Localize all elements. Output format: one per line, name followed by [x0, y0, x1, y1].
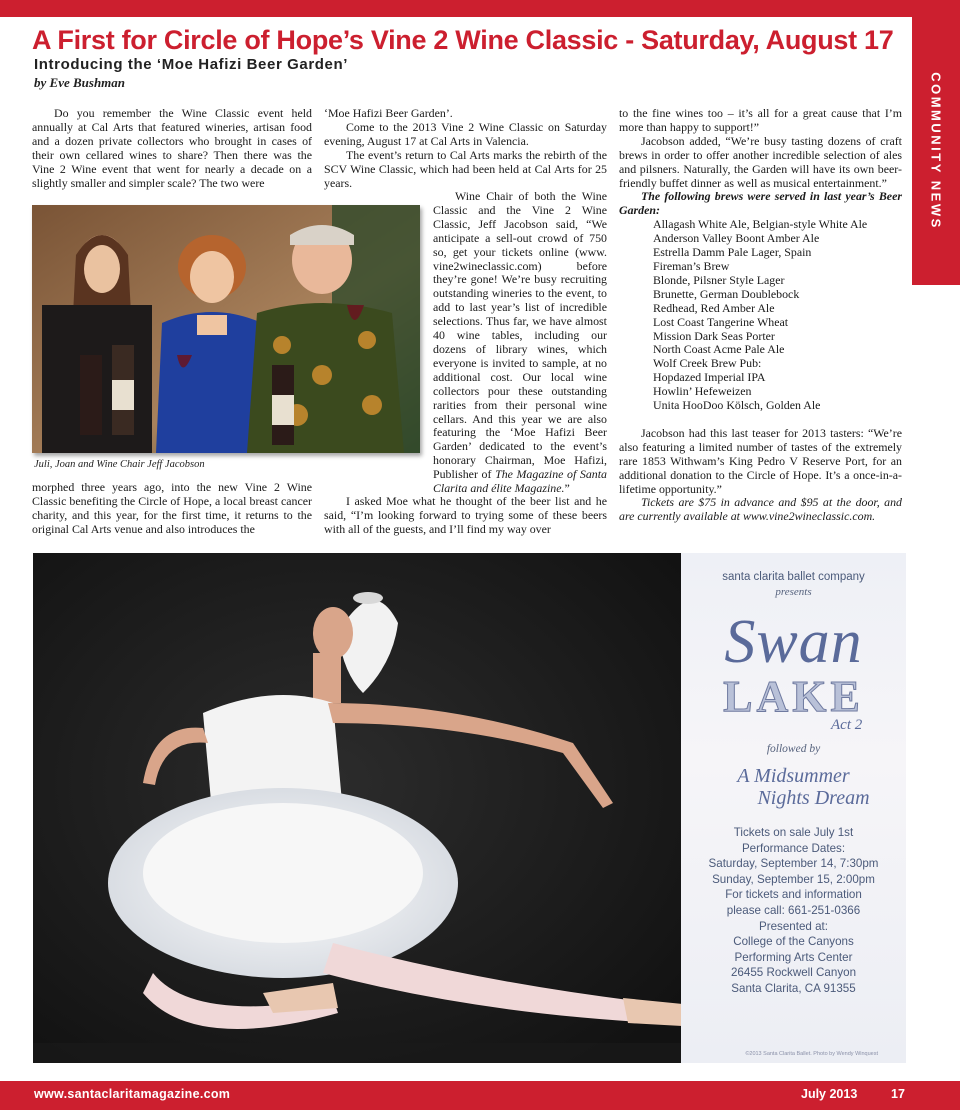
beer-list-item: Howlin’ Hefeweizen	[653, 384, 752, 399]
ad-info-line: College of the Canyons	[733, 935, 854, 949]
ad-second-show-line2: Nights Dream	[757, 787, 870, 809]
publication-name: The Magazine of Santa Clarita and élite Magazine.	[433, 467, 607, 496]
footer-url[interactable]: www.santaclaritamagazine.com	[34, 1087, 231, 1101]
ad-second-show-line1: A Midsummer	[737, 765, 850, 787]
event-photo-image	[32, 205, 420, 453]
beer-list-item: Fireman’s Brew	[653, 258, 730, 273]
beer-list-item: Estrella Damm Pale Lager, Spain	[653, 245, 812, 260]
beer-list-item: Brunette, German Doublebock	[653, 286, 800, 301]
ad-info-panel	[681, 553, 906, 1063]
ad-title-swan: Swan	[724, 608, 863, 676]
col1-paragraph-cont: morphed three years ago, into the new Vine 2 Wine Classic benefiting the Circle of Hope, a local breast cancer charity, and this year, for the first time, it returns to the original Cal Arts venue and also introduces the	[32, 480, 312, 536]
ad-info-line: Performing Arts Center	[734, 950, 853, 964]
beer-list-item: Mission Dark Seas Porter	[653, 328, 775, 343]
footer-issue-date: July 2013	[801, 1087, 858, 1101]
ballet-advertisement	[33, 553, 906, 1063]
ad-photo-credit: ©2013 Santa Clarita Ballet. Photo by Wendy Winquest	[745, 1051, 878, 1057]
beer-list-heading: The following brews were served in last year’s Beer Garden:	[619, 189, 902, 218]
ad-title-lake: LAKE	[723, 672, 864, 721]
beer-list-item: North Coast Acme Pale Ale	[653, 342, 785, 357]
beer-list-item: Blonde, Pilsner Style Lager	[653, 272, 785, 287]
event-photo	[32, 205, 420, 453]
photo-caption: Juli, Joan and Wine Chair Jeff Jacobson	[34, 459, 205, 470]
col3-paragraph: Jacobson had this last teaser for 2013 tasters: “We’re also featuring a limited number of tastes of the extremely rare 1853 Withwam’s King Pedro V Reserve Port, for an additional donation to the Circle of Hope. It’s a once-in-a-lifetime opportunity.”	[619, 425, 902, 496]
col2-paragraph: Come to the 2013 Vine 2 Wine Classic on Saturday evening, August 17 at Cal Arts in Valencia.	[324, 119, 607, 148]
col2-quote-text: Wine Chair of both the Wine Classic and the Vine 2 Wine Classic, Jeff Jacobson said, “We anticipate a sell-out crowd of 750 so, get your tickets online (www. vine2wineclassic.com) before they’re gone! We’re busy recruiting outstanding wineries to the event, to add to last year’s list of incredible selections. Thus far, we have almost 40 wine tables, including our dozens of library wines, which everyone is invited to sample, at no additional cost. Our local wine collectors pour these outstanding rarities from their personal wine cellars. And this year we are also featuring the ‘Moe Hafizi Beer Garden’ dedicated to the event’s honorary Chairman, Moe Hafizi, Publisher of	[433, 189, 607, 482]
ad-info-line: Performance Dates:	[741, 841, 846, 855]
ad-info-line: Sunday, September 15, 2:00pm	[712, 872, 875, 886]
article-headline: A First for Circle of Hope’s Vine 2 Wine Classic - Saturday, August 17	[32, 25, 894, 55]
ad-followed-by: followed by	[766, 743, 821, 755]
footer-bar	[0, 1081, 960, 1110]
col2-paragraph: I asked Moe what he thought of the beer list and he said, “I’m looking forward to trying some of these beers with all of the guests, and I’ll find my way over	[324, 494, 607, 536]
beer-list-item: Allagash White Ale, Belgian-style White Ale	[653, 217, 868, 232]
column-1-continued	[32, 481, 312, 537]
col1-paragraph: Do you remember the Wine Classic event held annually at Cal Arts that featured wineries, artisan food and a dozen private collectors who brought in cases of their own cellared wines to share? Then there was the Vine 2 Wine event that went for nearly a decade on a slightly smaller and simpler scale? The two were	[32, 106, 312, 190]
ad-info-line: For tickets and information	[725, 888, 862, 902]
ad-act: Act 2	[831, 717, 863, 733]
col3-paragraph-cont: to the fine wines too – it’s all for a great cause that I’m more than happy to support!”	[619, 106, 902, 134]
beer-list-item: Lost Coast Tangerine Wheat	[653, 314, 789, 329]
ad-company: santa clarita ballet company	[722, 571, 865, 583]
beer-list-item: Unita HooDoo Kölsch, Golden Ale	[653, 398, 821, 413]
col2-quote-paragraph	[433, 190, 607, 496]
beer-list-item: Anderson Valley Boont Amber Ale	[653, 231, 820, 246]
col2-paragraph: The event’s return to Cal Arts marks the rebirth of the SCV Wine Classic, which had been held at Cal Arts for 25 years.	[324, 147, 607, 190]
ticket-info: Tickets are $75 in advance and $95 at the door, and are currently available at www.vine2wineclassic.com.	[619, 495, 902, 524]
ad-info-line: Presented at:	[759, 919, 828, 933]
col2-paragraph-cont: ‘Moe Hafizi Beer Garden’.	[324, 106, 453, 120]
column-2	[324, 107, 607, 190]
ad-info-line: Saturday, September 14, 7:30pm	[708, 857, 879, 871]
ad-ticket-details	[681, 825, 906, 997]
top-red-bar	[0, 0, 960, 17]
column-2-wrap-text	[433, 190, 607, 496]
ad-info-line: Santa Clarita, CA 91355	[731, 981, 856, 995]
column-1	[32, 107, 312, 190]
page-number: 17	[891, 1087, 905, 1101]
ad-info-line: Tickets on sale July 1st	[733, 826, 854, 839]
ad-info-line: please call: 661-251-0366	[726, 903, 861, 917]
beer-list-item: Redhead, Red Amber Ale	[653, 300, 775, 315]
beer-list-item: Hopdazed Imperial IPA	[653, 370, 766, 385]
quote-close: ”	[564, 481, 570, 496]
article-byline: by Eve Bushman	[34, 75, 126, 90]
column-3	[619, 107, 902, 524]
col3-paragraph: Jacobson added, “We’re busy tasting dozens of craft brews in order to offer another incredible selection of ales and pilsners. Naturally, the Garden will have its own beer-friendly buffet dinner as well as musical entertainment.”	[619, 133, 902, 190]
beer-list-item: Wolf Creek Brew Pub:	[653, 356, 762, 371]
ad-info-line: 26455 Rockwell Canyon	[730, 966, 857, 980]
section-tab-label: COMMUNITY NEWS	[928, 72, 944, 230]
article-subhead: Introducing the ‘Moe Hafizi Beer Garden’	[34, 56, 349, 73]
ad-presents: presents	[775, 586, 812, 598]
beer-list	[619, 218, 902, 413]
section-tab	[912, 17, 960, 285]
column-2-continued	[324, 495, 607, 537]
